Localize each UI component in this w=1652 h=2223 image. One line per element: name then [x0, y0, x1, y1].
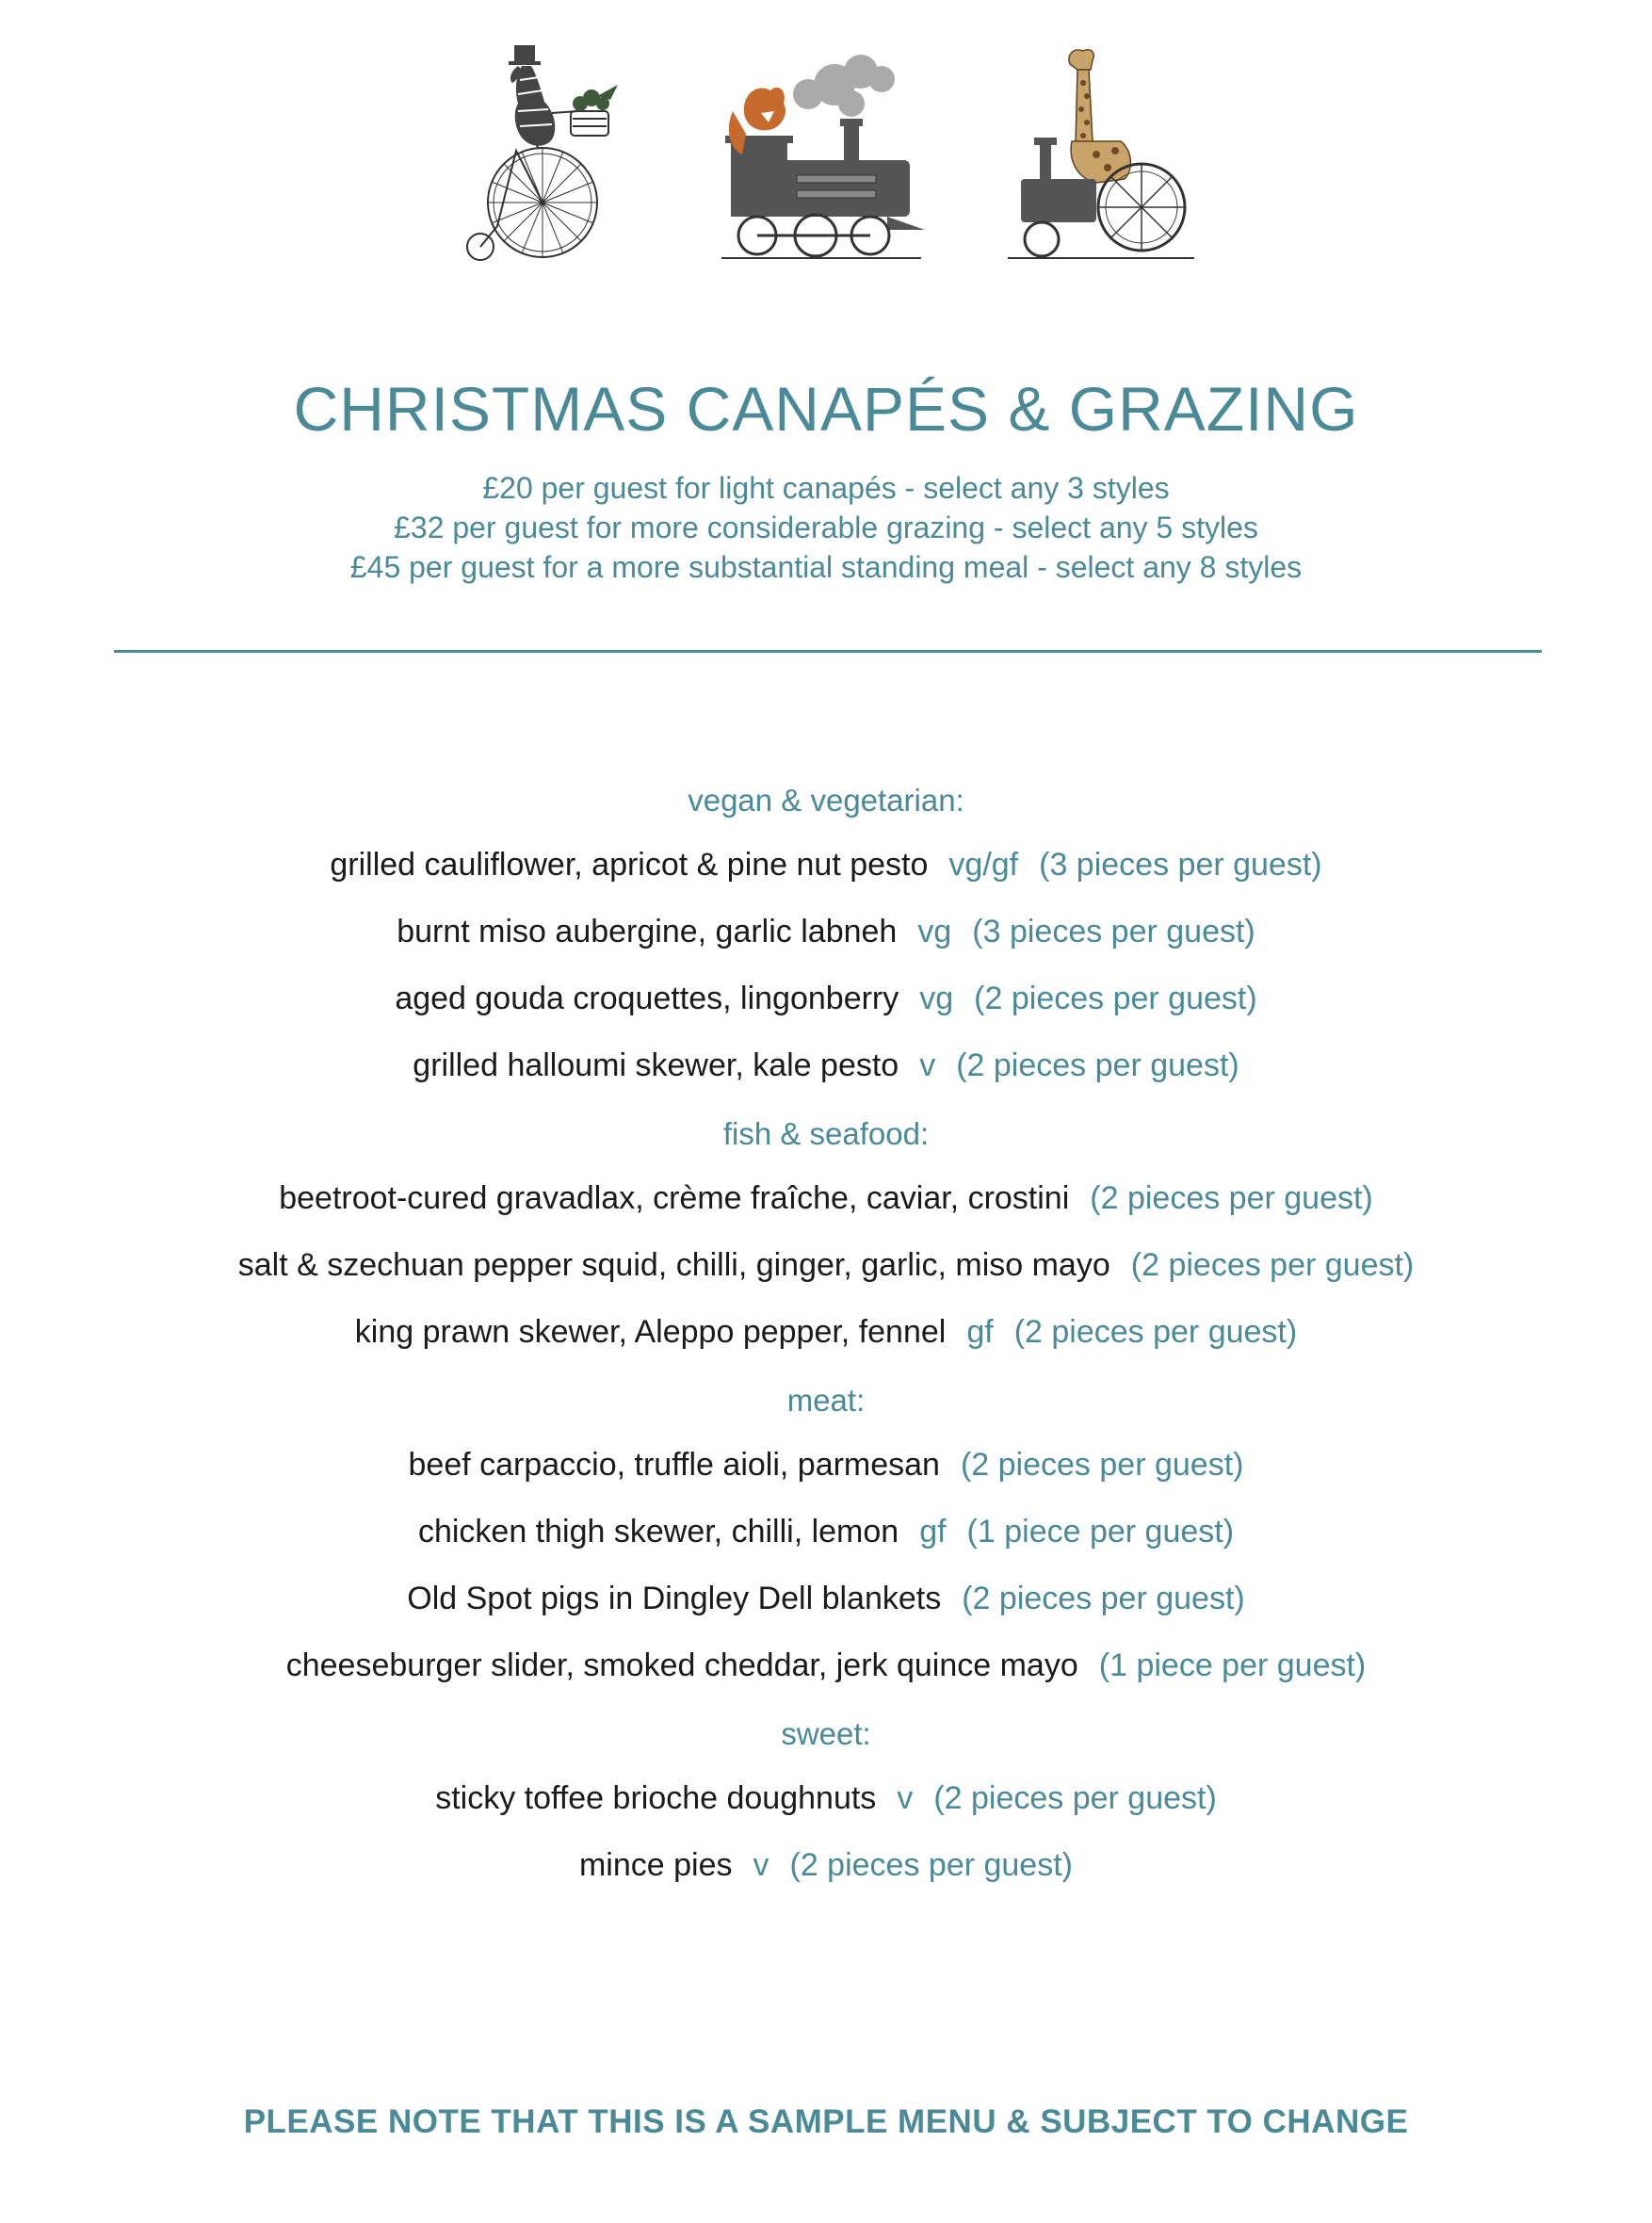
item-name: burnt miso aubergine, garlic labneh [397, 914, 898, 949]
menu-item [0, 1499, 1652, 1566]
item-name: sticky toffee brioche doughnuts [435, 1780, 877, 1816]
item-portion: (2 pieces per guest) [962, 1581, 1245, 1616]
fox-steam-train-icon [712, 38, 929, 264]
giraffe-tractor-icon [1002, 38, 1200, 264]
section-sweet [0, 1712, 1652, 1899]
menu-item [0, 1032, 1652, 1099]
item-diet: v [897, 1780, 914, 1816]
section-meat [0, 1378, 1652, 1699]
item-portion: (1 piece per guest) [966, 1514, 1235, 1550]
section-heading: meat: [786, 1383, 866, 1418]
zebra-penny-farthing-icon [460, 38, 629, 264]
item-portion: (2 pieces per guest) [1090, 1180, 1373, 1216]
pricing-line-substantial: £45 per guest for a more substantial standing meal - select any 8 styles [349, 550, 1303, 584]
item-portion: (2 pieces per guest) [1013, 1314, 1298, 1350]
item-name: cheeseburger slider, smoked cheddar, jerk quince mayo [285, 1647, 1078, 1683]
menu-title: CHRISTMAS CANAPÉS & GRAZING [293, 374, 1359, 444]
item-name: king prawn skewer, Aleppo pepper, fennel [354, 1314, 947, 1350]
item-name: grilled cauliflower, apricot & pine nut pesto [330, 847, 929, 883]
item-portion: (2 pieces per guest) [789, 1847, 1073, 1883]
item-portion: (1 piece per guest) [1098, 1647, 1367, 1683]
menu-item [0, 899, 1652, 965]
menu-item [0, 1632, 1652, 1699]
item-name: beef carpaccio, truffle aioli, parmesan [408, 1447, 940, 1483]
menu-item [0, 1299, 1652, 1366]
item-portion: (3 pieces per guest) [972, 914, 1255, 949]
item-diet: v [919, 1047, 936, 1083]
menu-item [0, 1232, 1652, 1299]
section-fish-seafood [0, 1112, 1652, 1366]
section-heading: sweet: [781, 1716, 871, 1751]
menu-item [0, 1832, 1652, 1899]
item-portion: (2 pieces per guest) [960, 1447, 1244, 1483]
item-name: grilled halloumi skewer, kale pesto [413, 1047, 899, 1083]
item-portion: (2 pieces per guest) [956, 1047, 1239, 1083]
menu-item [0, 1765, 1652, 1832]
item-diet: vg [919, 981, 954, 1016]
item-portion: (3 pieces per guest) [1039, 847, 1322, 883]
item-diet: gf [919, 1514, 947, 1550]
item-diet: vg/gf [948, 847, 1019, 883]
menu-item [0, 1165, 1652, 1232]
item-name: mince pies [578, 1847, 733, 1883]
item-portion: (2 pieces per guest) [933, 1780, 1217, 1816]
item-name: Old Spot pigs in Dingley Dell blankets [407, 1581, 942, 1616]
menu-item [0, 832, 1652, 899]
header-divider [114, 650, 1542, 653]
menu-item [0, 1432, 1652, 1499]
section-vegan-vegetarian [0, 778, 1652, 1099]
item-name: beetroot-cured gravadlax, crème fraîche, caviar, crostini [279, 1180, 1070, 1216]
menu-item [0, 1566, 1652, 1632]
menu-item [0, 965, 1652, 1032]
header-illustrations [0, 38, 1652, 273]
item-diet: vg [917, 914, 952, 949]
item-portion: (2 pieces per guest) [974, 981, 1257, 1016]
item-name: chicken thigh skewer, chilli, lemon [417, 1514, 899, 1550]
menu-list [0, 778, 1652, 1899]
pricing-block [0, 468, 1652, 587]
sample-menu-disclaimer: PLEASE NOTE THAT THIS IS A SAMPLE MENU & SUBJECT TO CHANGE [243, 2103, 1409, 2140]
section-heading: fish & seafood: [722, 1116, 930, 1151]
pricing-line-grazing: £32 per guest for more considerable grazing - select any 5 styles [394, 511, 1258, 544]
item-diet: v [753, 1847, 769, 1883]
item-name: aged gouda croquettes, lingonberry [395, 981, 899, 1016]
pricing-line-light: £20 per guest for light canapés - select any 3 styles [482, 471, 1170, 505]
section-heading: vegan & vegetarian: [688, 783, 964, 818]
item-name: salt & szechuan pepper squid, chilli, ginger, garlic, miso mayo [237, 1247, 1110, 1283]
item-diet: gf [966, 1314, 994, 1350]
item-portion: (2 pieces per guest) [1130, 1247, 1415, 1283]
